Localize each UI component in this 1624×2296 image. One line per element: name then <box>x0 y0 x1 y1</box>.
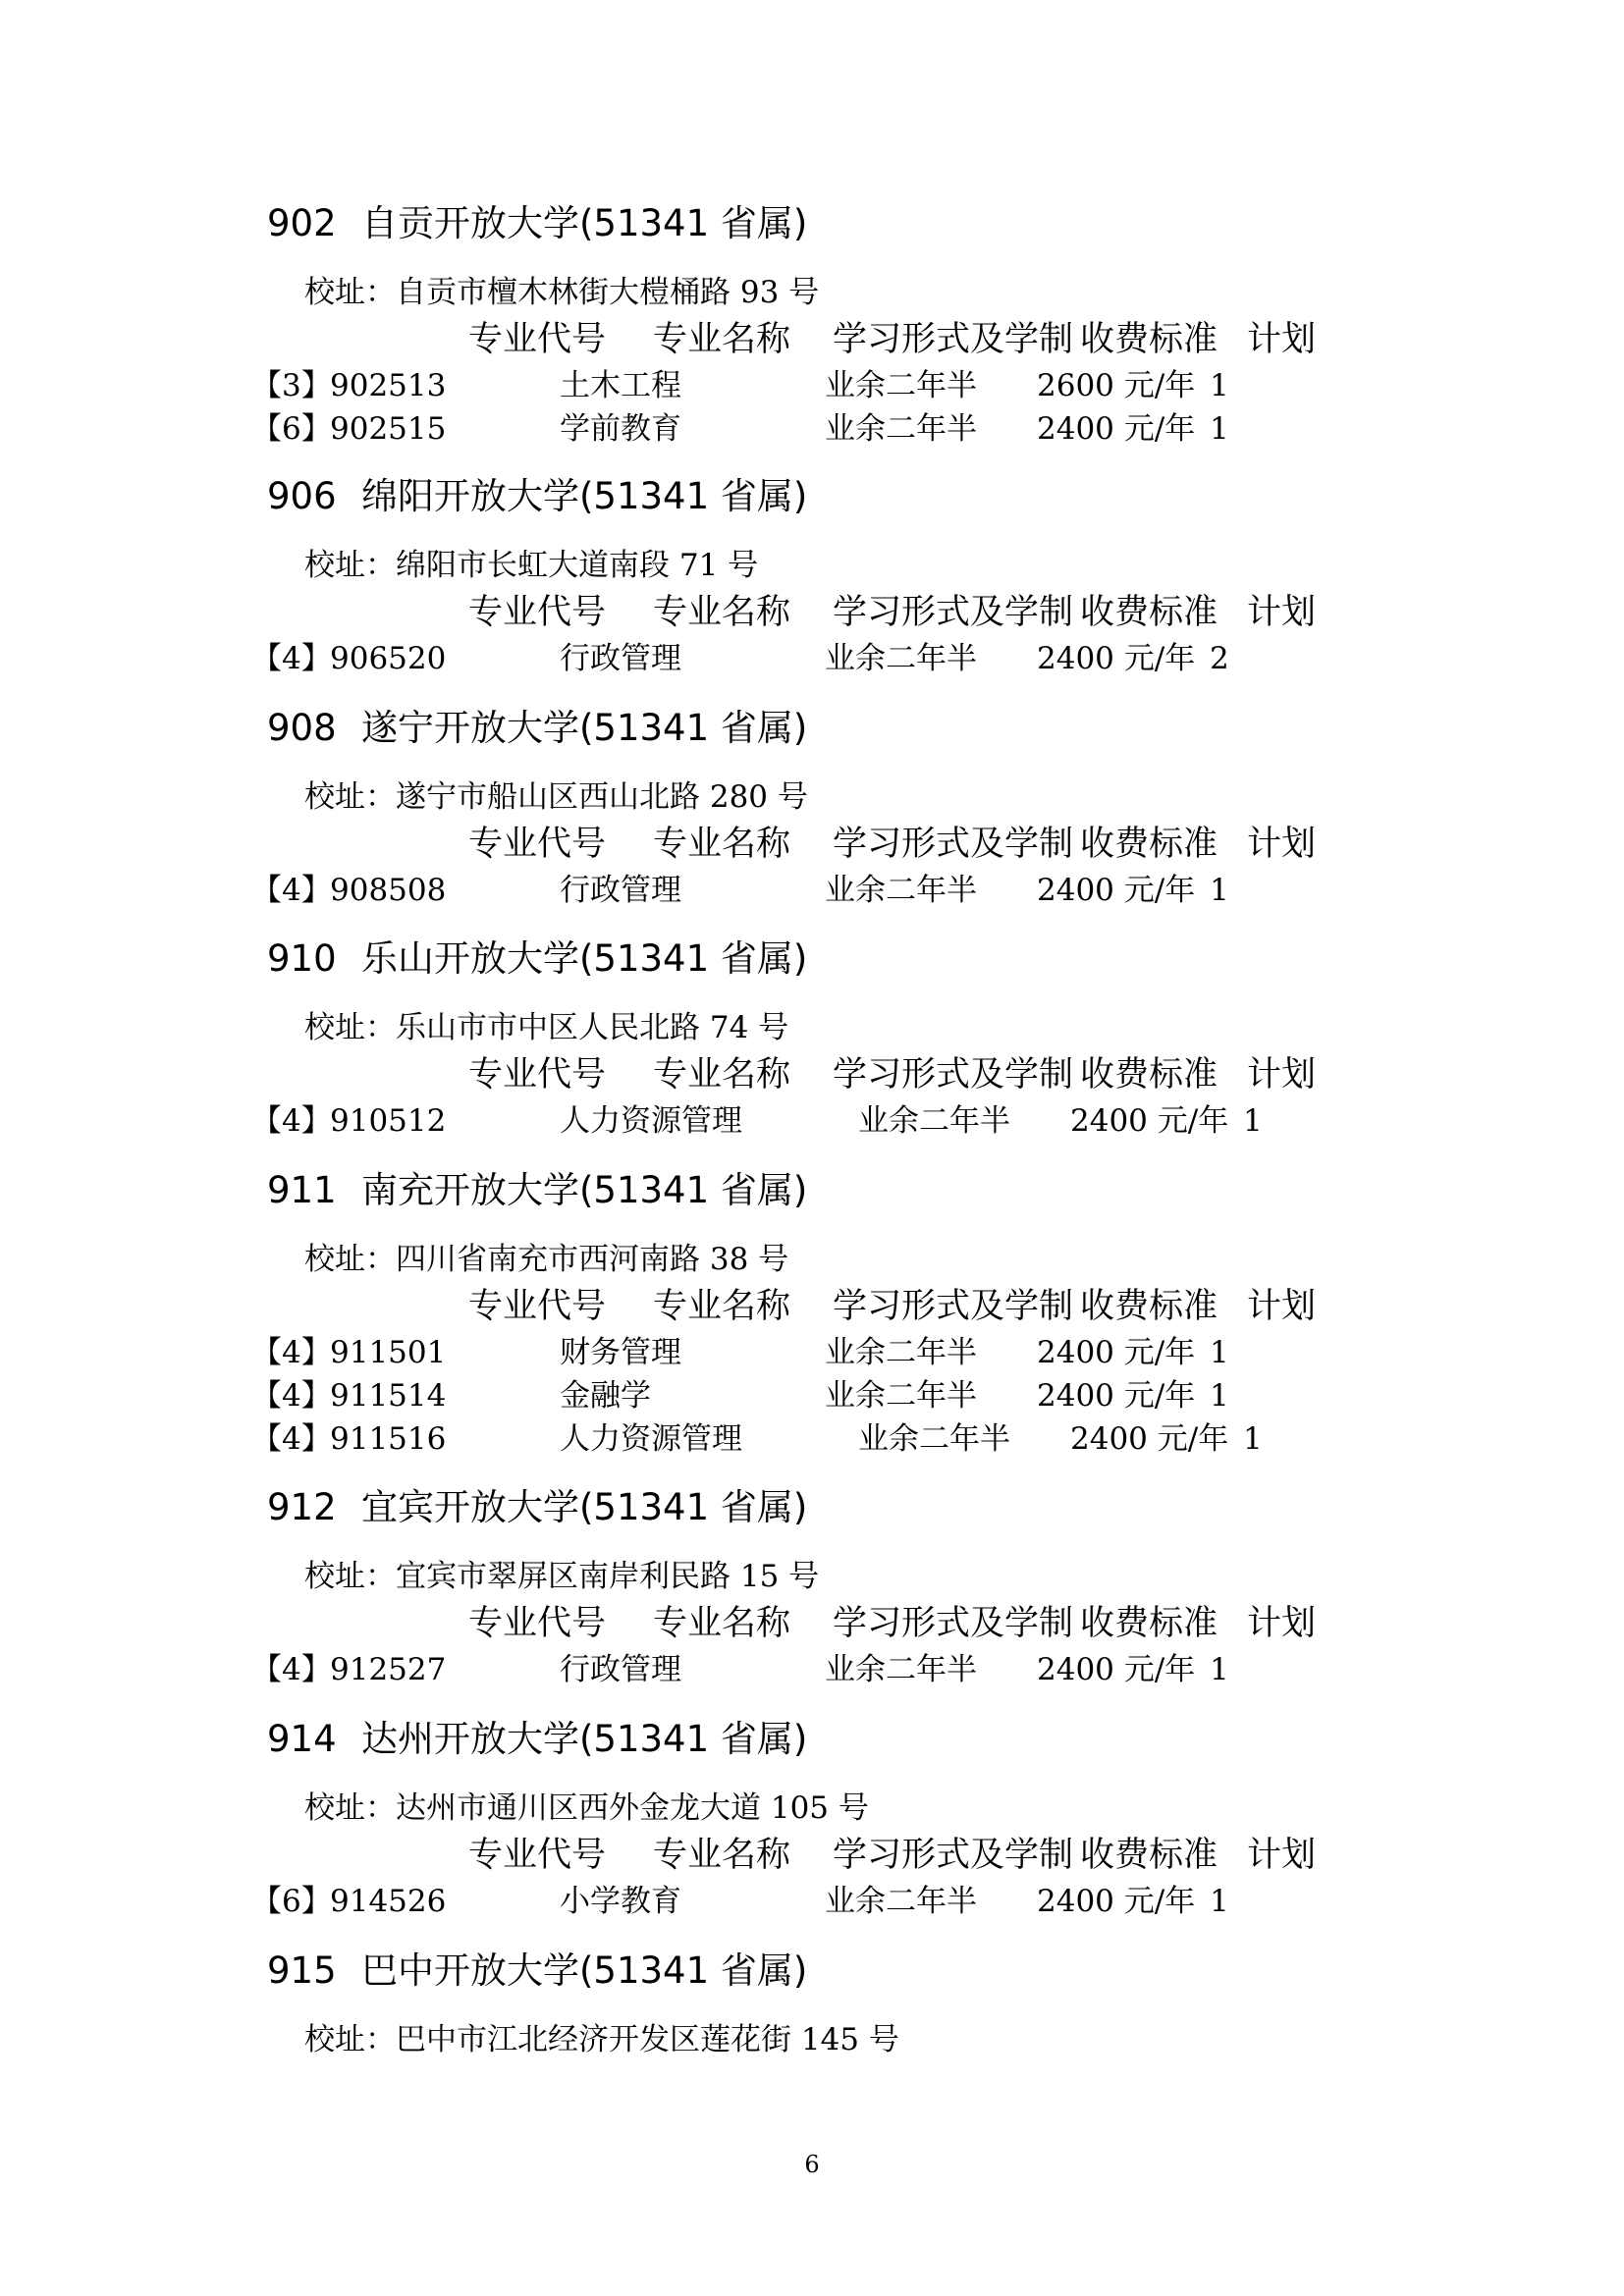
row-major-code: 902515 <box>330 411 447 447</box>
school-title <box>267 1949 807 1993</box>
header-fee: 收费标准 <box>1080 593 1218 632</box>
header-study-form: 学习形式及学制 <box>833 1604 1074 1643</box>
school-address: 校址：四川省南充市西河南路 38 号 <box>304 1242 789 1277</box>
row-bracket-code: 【4】 <box>251 873 332 908</box>
row-plan: 1 <box>1210 1884 1229 1919</box>
header-major-name: 专业名称 <box>653 593 791 632</box>
header-fee: 收费标准 <box>1080 320 1218 359</box>
header-plan: 计划 <box>1247 1287 1317 1326</box>
row-plan: 1 <box>1210 1378 1229 1414</box>
header-plan: 计划 <box>1247 1836 1317 1875</box>
header-major-name: 专业名称 <box>653 1055 791 1095</box>
school-name: 宜宾开放大学(51341 省属) <box>361 1486 808 1528</box>
row-study-form: 业余二年半 <box>825 368 977 403</box>
header-plan: 计划 <box>1247 1055 1317 1095</box>
row-major-name: 行政管理 <box>560 873 681 908</box>
header-fee: 收费标准 <box>1080 1055 1218 1095</box>
header-plan: 计划 <box>1247 1604 1317 1643</box>
row-study-form: 业余二年半 <box>858 1421 1010 1457</box>
school-code: 906 <box>267 475 337 517</box>
row-plan: 1 <box>1210 368 1229 403</box>
row-major-code: 912527 <box>330 1652 447 1687</box>
row-major-name: 财务管理 <box>560 1335 681 1370</box>
page-number: 6 <box>804 2151 820 2178</box>
header-major-code: 专业代号 <box>468 320 607 359</box>
row-fee: 2400 元/年 <box>1070 1103 1229 1139</box>
header-fee: 收费标准 <box>1080 1604 1218 1643</box>
row-fee: 2400 元/年 <box>1037 1335 1196 1370</box>
school-address: 校址：自贡市檀木林街大榿桶路 93 号 <box>304 275 820 310</box>
row-major-name: 小学教育 <box>560 1884 681 1919</box>
school-name: 南充开放大学(51341 省属) <box>361 1169 808 1211</box>
header-major-name: 专业名称 <box>653 1836 791 1875</box>
row-major-name: 行政管理 <box>560 1652 681 1687</box>
school-title <box>267 202 807 245</box>
header-major-name: 专业名称 <box>653 1287 791 1326</box>
header-major-code: 专业代号 <box>468 1604 607 1643</box>
header-major-code: 专业代号 <box>468 1055 607 1095</box>
header-major-name: 专业名称 <box>653 320 791 359</box>
school-title <box>267 707 807 750</box>
row-study-form: 业余二年半 <box>825 411 977 447</box>
row-plan: 1 <box>1210 1335 1229 1370</box>
row-bracket-code: 【4】 <box>251 1335 332 1370</box>
header-study-form: 学习形式及学制 <box>833 1055 1074 1095</box>
header-major-code: 专业代号 <box>468 593 607 632</box>
school-name: 达州开放大学(51341 省属) <box>361 1718 808 1760</box>
row-major-name: 学前教育 <box>560 411 681 447</box>
row-bracket-code: 【4】 <box>251 1378 332 1414</box>
row-plan: 1 <box>1243 1103 1263 1139</box>
school-name: 遂宁开放大学(51341 省属) <box>361 707 808 749</box>
header-study-form: 学习形式及学制 <box>833 593 1074 632</box>
row-major-code: 914526 <box>330 1884 447 1919</box>
school-name: 绵阳开放大学(51341 省属) <box>361 475 808 517</box>
row-plan: 1 <box>1210 1652 1229 1687</box>
row-fee: 2400 元/年 <box>1037 641 1196 676</box>
school-address: 校址：遂宁市船山区西山北路 280 号 <box>304 779 808 815</box>
row-major-code: 911516 <box>330 1421 447 1457</box>
row-major-name: 人力资源管理 <box>560 1103 742 1139</box>
row-bracket-code: 【4】 <box>251 1652 332 1687</box>
header-study-form: 学习形式及学制 <box>833 825 1074 864</box>
row-major-name: 土木工程 <box>560 368 681 403</box>
header-study-form: 学习形式及学制 <box>833 1287 1074 1326</box>
row-plan: 2 <box>1210 641 1229 676</box>
row-major-code: 906520 <box>330 641 447 676</box>
school-name: 乐山开放大学(51341 省属) <box>361 937 808 980</box>
header-study-form: 学习形式及学制 <box>833 1836 1074 1875</box>
row-study-form: 业余二年半 <box>825 1335 977 1370</box>
row-fee: 2400 元/年 <box>1037 1378 1196 1414</box>
row-study-form: 业余二年半 <box>825 1652 977 1687</box>
header-plan: 计划 <box>1247 825 1317 864</box>
row-bracket-code: 【4】 <box>251 1421 332 1457</box>
row-study-form: 业余二年半 <box>858 1103 1010 1139</box>
row-fee: 2400 元/年 <box>1037 411 1196 447</box>
header-fee: 收费标准 <box>1080 1836 1218 1875</box>
row-major-code: 911514 <box>330 1378 447 1414</box>
row-plan: 1 <box>1210 411 1229 447</box>
row-plan: 1 <box>1210 873 1229 908</box>
header-fee: 收费标准 <box>1080 1287 1218 1326</box>
school-title <box>267 937 807 981</box>
row-bracket-code: 【6】 <box>251 1884 332 1919</box>
row-major-name: 人力资源管理 <box>560 1421 742 1457</box>
row-fee: 2400 元/年 <box>1037 1884 1196 1919</box>
school-code: 912 <box>267 1486 337 1528</box>
row-bracket-code: 【6】 <box>251 411 332 447</box>
header-major-name: 专业名称 <box>653 825 791 864</box>
row-study-form: 业余二年半 <box>825 641 977 676</box>
row-study-form: 业余二年半 <box>825 1378 977 1414</box>
school-code: 915 <box>267 1949 337 1992</box>
school-address: 校址：乐山市市中区人民北路 74 号 <box>304 1010 789 1045</box>
school-title <box>267 1486 807 1529</box>
row-fee: 2400 元/年 <box>1070 1421 1229 1457</box>
school-address: 校址：达州市通川区西外金龙大道 105 号 <box>304 1790 869 1826</box>
school-address: 校址：宜宾市翠屏区南岸利民路 15 号 <box>304 1559 820 1594</box>
row-major-code: 902513 <box>330 368 447 403</box>
header-major-code: 专业代号 <box>468 1836 607 1875</box>
school-code: 914 <box>267 1718 337 1760</box>
school-title <box>267 1718 807 1761</box>
row-bracket-code: 【4】 <box>251 641 332 676</box>
row-plan: 1 <box>1243 1421 1263 1457</box>
school-code: 902 <box>267 202 337 244</box>
school-title <box>267 475 807 518</box>
school-address: 校址：巴中市江北经济开发区莲花街 145 号 <box>304 2022 899 2057</box>
row-major-code: 911501 <box>330 1335 447 1370</box>
row-fee: 2400 元/年 <box>1037 1652 1196 1687</box>
row-bracket-code: 【4】 <box>251 1103 332 1139</box>
school-name: 自贡开放大学(51341 省属) <box>361 202 808 244</box>
header-major-name: 专业名称 <box>653 1604 791 1643</box>
header-study-form: 学习形式及学制 <box>833 320 1074 359</box>
school-code: 910 <box>267 937 337 980</box>
school-code: 908 <box>267 707 337 749</box>
row-major-code: 910512 <box>330 1103 447 1139</box>
school-name: 巴中开放大学(51341 省属) <box>361 1949 808 1992</box>
header-major-code: 专业代号 <box>468 825 607 864</box>
header-plan: 计划 <box>1247 320 1317 359</box>
row-fee: 2400 元/年 <box>1037 873 1196 908</box>
row-major-name: 行政管理 <box>560 641 681 676</box>
row-fee: 2600 元/年 <box>1037 368 1196 403</box>
school-code: 911 <box>267 1169 337 1211</box>
header-fee: 收费标准 <box>1080 825 1218 864</box>
school-address: 校址：绵阳市长虹大道南段 71 号 <box>304 548 759 583</box>
row-major-name: 金融学 <box>560 1378 651 1414</box>
header-major-code: 专业代号 <box>468 1287 607 1326</box>
row-study-form: 业余二年半 <box>825 1884 977 1919</box>
row-bracket-code: 【3】 <box>251 368 332 403</box>
school-title <box>267 1169 807 1212</box>
row-major-code: 908508 <box>330 873 447 908</box>
row-study-form: 业余二年半 <box>825 873 977 908</box>
header-plan: 计划 <box>1247 593 1317 632</box>
